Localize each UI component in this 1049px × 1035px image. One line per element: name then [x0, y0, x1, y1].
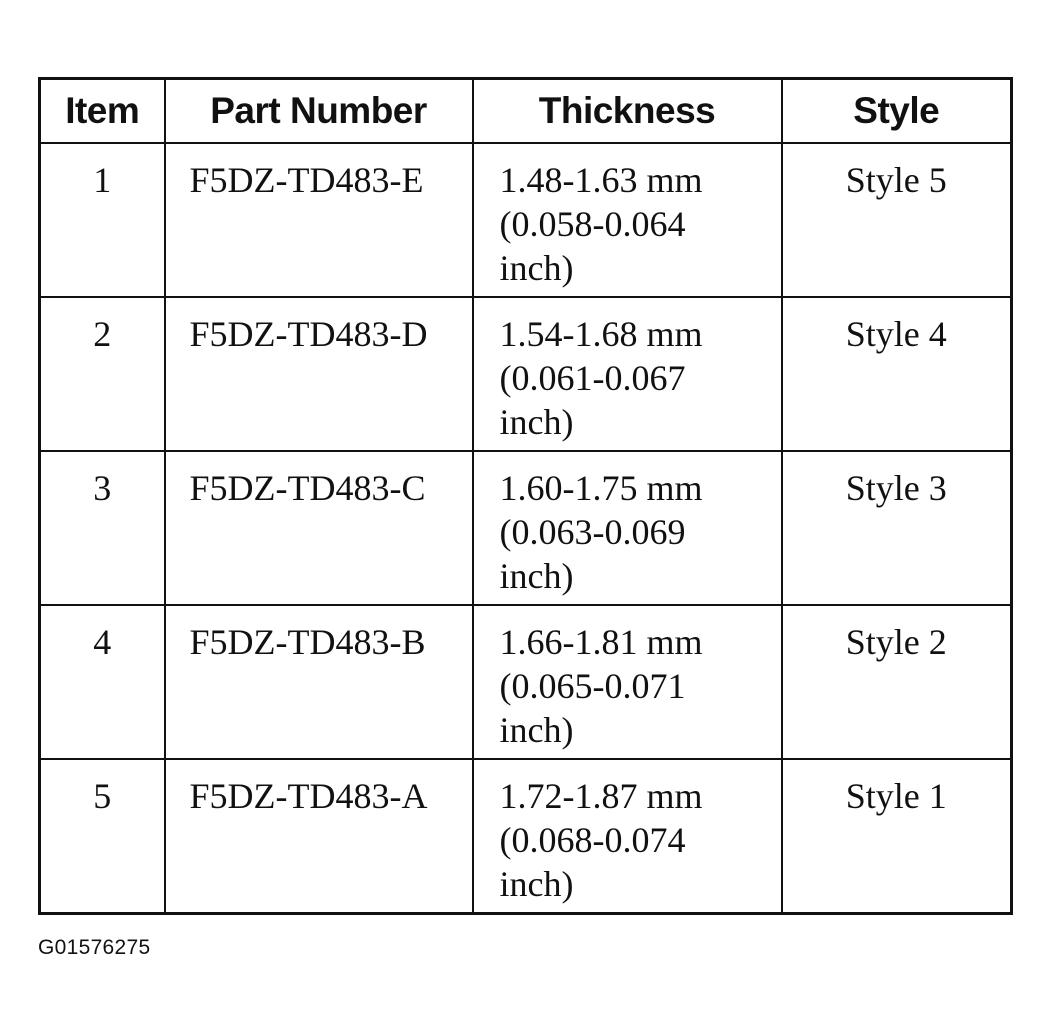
part-number-cell: F5DZ-TD483-C — [165, 451, 473, 605]
thickness-inch: (0.063-0.069 — [499, 512, 686, 552]
thickness-inch: (0.061-0.067 — [499, 358, 686, 398]
table-row — [40, 297, 1012, 451]
part-number-cell: F5DZ-TD483-B — [165, 605, 473, 759]
thickness-inch-unit: inch) — [499, 556, 574, 596]
thickness-mm: 1.60-1.75 mm — [499, 468, 703, 508]
item-cell: 3 — [40, 451, 165, 605]
part-number-cell: F5DZ-TD483-E — [165, 143, 473, 297]
table-row — [40, 143, 1012, 297]
spec-table — [38, 77, 1013, 915]
table-row — [40, 759, 1012, 913]
thickness-cell — [473, 605, 782, 759]
thickness-mm: 1.48-1.63 mm — [499, 160, 703, 200]
thickness-mm: 1.66-1.81 mm — [499, 622, 703, 662]
header-thickness: Thickness — [473, 79, 782, 144]
item-cell: 4 — [40, 605, 165, 759]
thickness-inch-unit: inch) — [499, 710, 574, 750]
thickness-inch: (0.058-0.064 — [499, 204, 686, 244]
thickness-inch: (0.065-0.071 — [499, 666, 686, 706]
style-cell: Style 4 — [782, 297, 1012, 451]
thickness-inch-unit: inch) — [499, 864, 574, 904]
thickness-mm: 1.54-1.68 mm — [499, 314, 703, 354]
part-number-cell: F5DZ-TD483-D — [165, 297, 473, 451]
item-cell: 5 — [40, 759, 165, 913]
style-cell: Style 1 — [782, 759, 1012, 913]
thickness-inch-unit: inch) — [499, 402, 574, 442]
header-item: Item — [40, 79, 165, 144]
thickness-inch-unit: inch) — [499, 248, 574, 288]
header-style: Style — [782, 79, 1012, 144]
figure-id: G01576275 — [38, 936, 151, 959]
style-cell: Style 5 — [782, 143, 1012, 297]
item-cell: 1 — [40, 143, 165, 297]
table-row — [40, 451, 1012, 605]
header-row — [40, 79, 1012, 144]
thickness-inch: (0.068-0.074 — [499, 820, 686, 860]
item-cell: 2 — [40, 297, 165, 451]
thickness-cell — [473, 759, 782, 913]
style-cell: Style 3 — [782, 451, 1012, 605]
thickness-cell — [473, 297, 782, 451]
thickness-mm: 1.72-1.87 mm — [499, 776, 703, 816]
thickness-cell — [473, 143, 782, 297]
header-part-number: Part Number — [165, 79, 473, 144]
table-row — [40, 605, 1012, 759]
part-number-cell: F5DZ-TD483-A — [165, 759, 473, 913]
thickness-cell — [473, 451, 782, 605]
style-cell: Style 2 — [782, 605, 1012, 759]
